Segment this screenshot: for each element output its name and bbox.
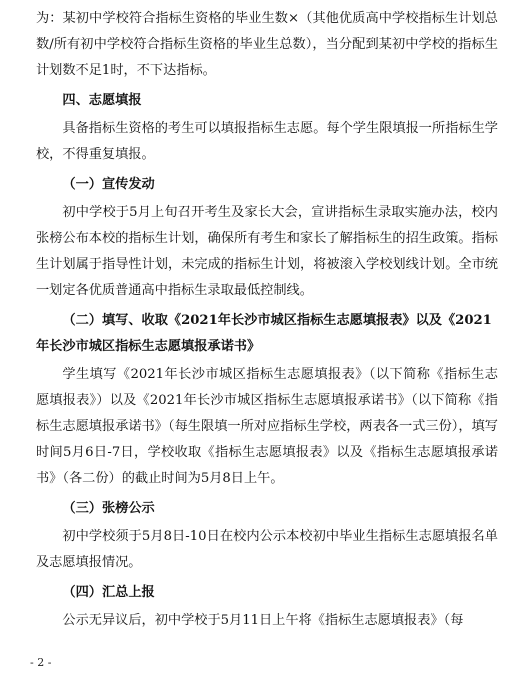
subsection-heading-2: （二）填写、收取《2021年长沙市城区指标生志愿填报表》以及《2021年长沙市城区指标生志愿填报承诺书》 [36,313,492,354]
subsection-1-paragraph: 初中学校于5月上旬召开考生及家长大会，宣讲指标生录取实施办法，校内张榜公布本校的指标生计划，确保所有考生和家长了解指标生的招生政策。指标生计划属于指导性计划，未完成的指标生计划，将被滚入学校划线计划。全市统一划定各优质普通高中指标生录取最低控制线。 [36,205,498,298]
document-body [36,6,498,634]
subsection-4-paragraph: 公示无异议后，初中学校于5月11日上午将《指标生志愿填报表》（每 [62,613,464,628]
subsection-heading-1: （一）宣传发动 [62,177,155,192]
intro-paragraph: 为：某初中学校符合指标生资格的毕业生数×（其他优质高中学校指标生计划总数/所有初中学校符合指标生资格的毕业生总数），当分配到某初中学校的指标生计划数不足1时，不下达指标。 [36,11,498,78]
subsection-3-paragraph: 初中学校须于5月8日-10日在校内公示本校初中毕业生指标生志愿填报名单及志愿填报情况。 [36,529,498,570]
page-number: - 2 - [30,656,52,669]
section-4-paragraph: 具备指标生资格的考生可以填报指标生志愿。每个学生限填报一所指标生学校，不得重复填报。 [36,121,498,162]
subsection-heading-4: （四）汇总上报 [62,585,155,600]
subsection-heading-3: （三）张榜公示 [62,501,155,516]
section-heading-4: 四、志愿填报 [62,93,142,108]
subsection-2-paragraph: 学生填写《2021年长沙市城区指标生志愿填报表》（以下简称《指标生志愿填报表》）以及《2021年长沙市城区指标生志愿填报承诺书》（以下简称《指标生志愿填报承诺书》（每生限填一所对应指标生学校，两表各一式三份），填写时间5月6日-7日，学校收取《指标生志愿填报表》以及《指标生志愿填报承诺书》（各二份）的截止时间为5月8日上午。 [36,367,498,486]
